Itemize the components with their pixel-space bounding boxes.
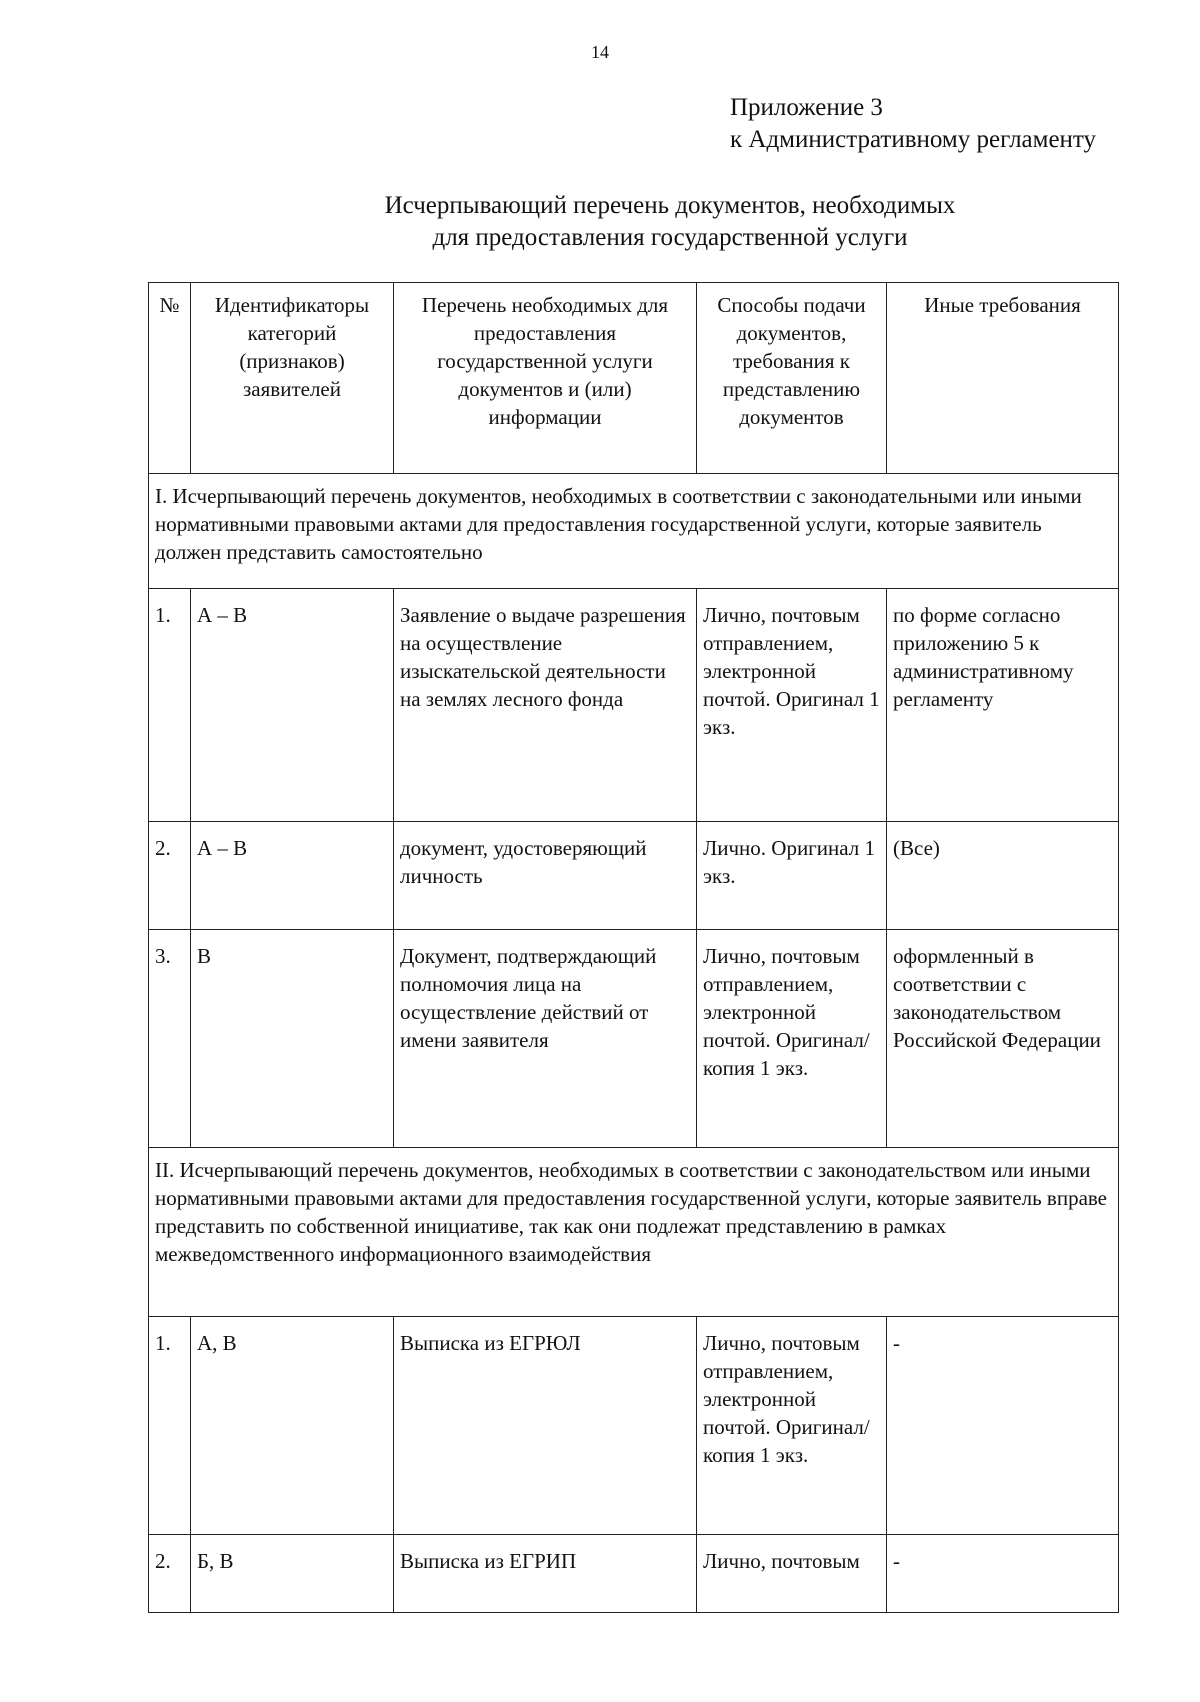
header-submission-methods: Способы подачи документов, требования к представлению документов xyxy=(697,283,887,474)
table-row xyxy=(149,822,1119,930)
table-row xyxy=(149,1317,1119,1535)
row-method: Лично, почтовым xyxy=(697,1535,887,1613)
document-title-line-2: для предоставления государственной услуги xyxy=(432,224,908,251)
row-document: Документ, подтверждающий полномочия лица на осуществление действий от имени заявителя xyxy=(394,930,697,1148)
row-other: оформленный в соответствии с законодательством Российской Федерации xyxy=(887,930,1119,1148)
row-number: 3. xyxy=(149,930,191,1148)
row-number: 1. xyxy=(149,1317,191,1535)
appendix-line-1: Приложение 3 xyxy=(730,94,883,121)
section-header-row xyxy=(149,1148,1119,1317)
table-row xyxy=(149,1535,1119,1613)
row-other: - xyxy=(887,1317,1119,1535)
header-other-requirements: Иные требования xyxy=(887,283,1119,474)
table-header-row xyxy=(149,283,1119,474)
row-method: Лично, почтовым отправлением, электронной почтой. Оригинал 1 экз. xyxy=(697,589,887,822)
appendix-heading xyxy=(730,92,1096,156)
header-documents: Перечень необходимых для предоставления государственной услуги документов и (или) информации xyxy=(394,283,697,474)
row-method: Лично, почтовым отправлением, электронной почтой. Оригинал/копия 1 экз. xyxy=(697,930,887,1148)
document-title-line-1: Исчерпывающий перечень документов, необходимых xyxy=(384,192,956,219)
row-method: Лично. Оригинал 1 экз. xyxy=(697,822,887,930)
section-2-title: II. Исчерпывающий перечень документов, необходимых в соответствии с законодательством или иными нормативными правовыми актами для предоставления государственной услуги, которые заявитель вправе представить по собственной инициативе, так как они подлежат представлению в рамках межведомственного информационного взаимодействия xyxy=(149,1148,1119,1317)
table-row xyxy=(149,589,1119,822)
row-categories: А – В xyxy=(191,822,394,930)
documents-table xyxy=(148,282,1119,1613)
row-other: (Все) xyxy=(887,822,1119,930)
row-categories: Б, В xyxy=(191,1535,394,1613)
row-categories: А, В xyxy=(191,1317,394,1535)
row-number: 2. xyxy=(149,1535,191,1613)
row-categories: А – В xyxy=(191,589,394,822)
header-number: № xyxy=(149,283,191,474)
table-row xyxy=(149,930,1119,1148)
row-number: 2. xyxy=(149,822,191,930)
header-categories: Идентификаторы категорий (признаков) заявителей xyxy=(191,283,394,474)
document-title xyxy=(150,190,1190,254)
row-categories: В xyxy=(191,930,394,1148)
row-method: Лично, почтовым отправлением, электронной почтой. Оригинал/копия 1 экз. xyxy=(697,1317,887,1535)
row-document: Выписка из ЕГРЮЛ xyxy=(394,1317,697,1535)
row-number: 1. xyxy=(149,589,191,822)
row-other: - xyxy=(887,1535,1119,1613)
section-header-row xyxy=(149,474,1119,589)
page-number: 14 xyxy=(591,42,609,62)
row-document: документ, удостоверяющий личность xyxy=(394,822,697,930)
section-1-title: I. Исчерпывающий перечень документов, необходимых в соответствии с законодательными или иными нормативными правовыми актами для предоставления государственной услуги, которые заявитель должен представить самостоятельно xyxy=(149,474,1119,589)
row-other: по форме согласно приложению 5 к административному регламенту xyxy=(887,589,1119,822)
row-document: Заявление о выдаче разрешения на осуществление изыскательской деятельности на землях лесного фонда xyxy=(394,589,697,822)
row-document: Выписка из ЕГРИП xyxy=(394,1535,697,1613)
appendix-line-2: к Административному регламенту xyxy=(730,126,1097,153)
